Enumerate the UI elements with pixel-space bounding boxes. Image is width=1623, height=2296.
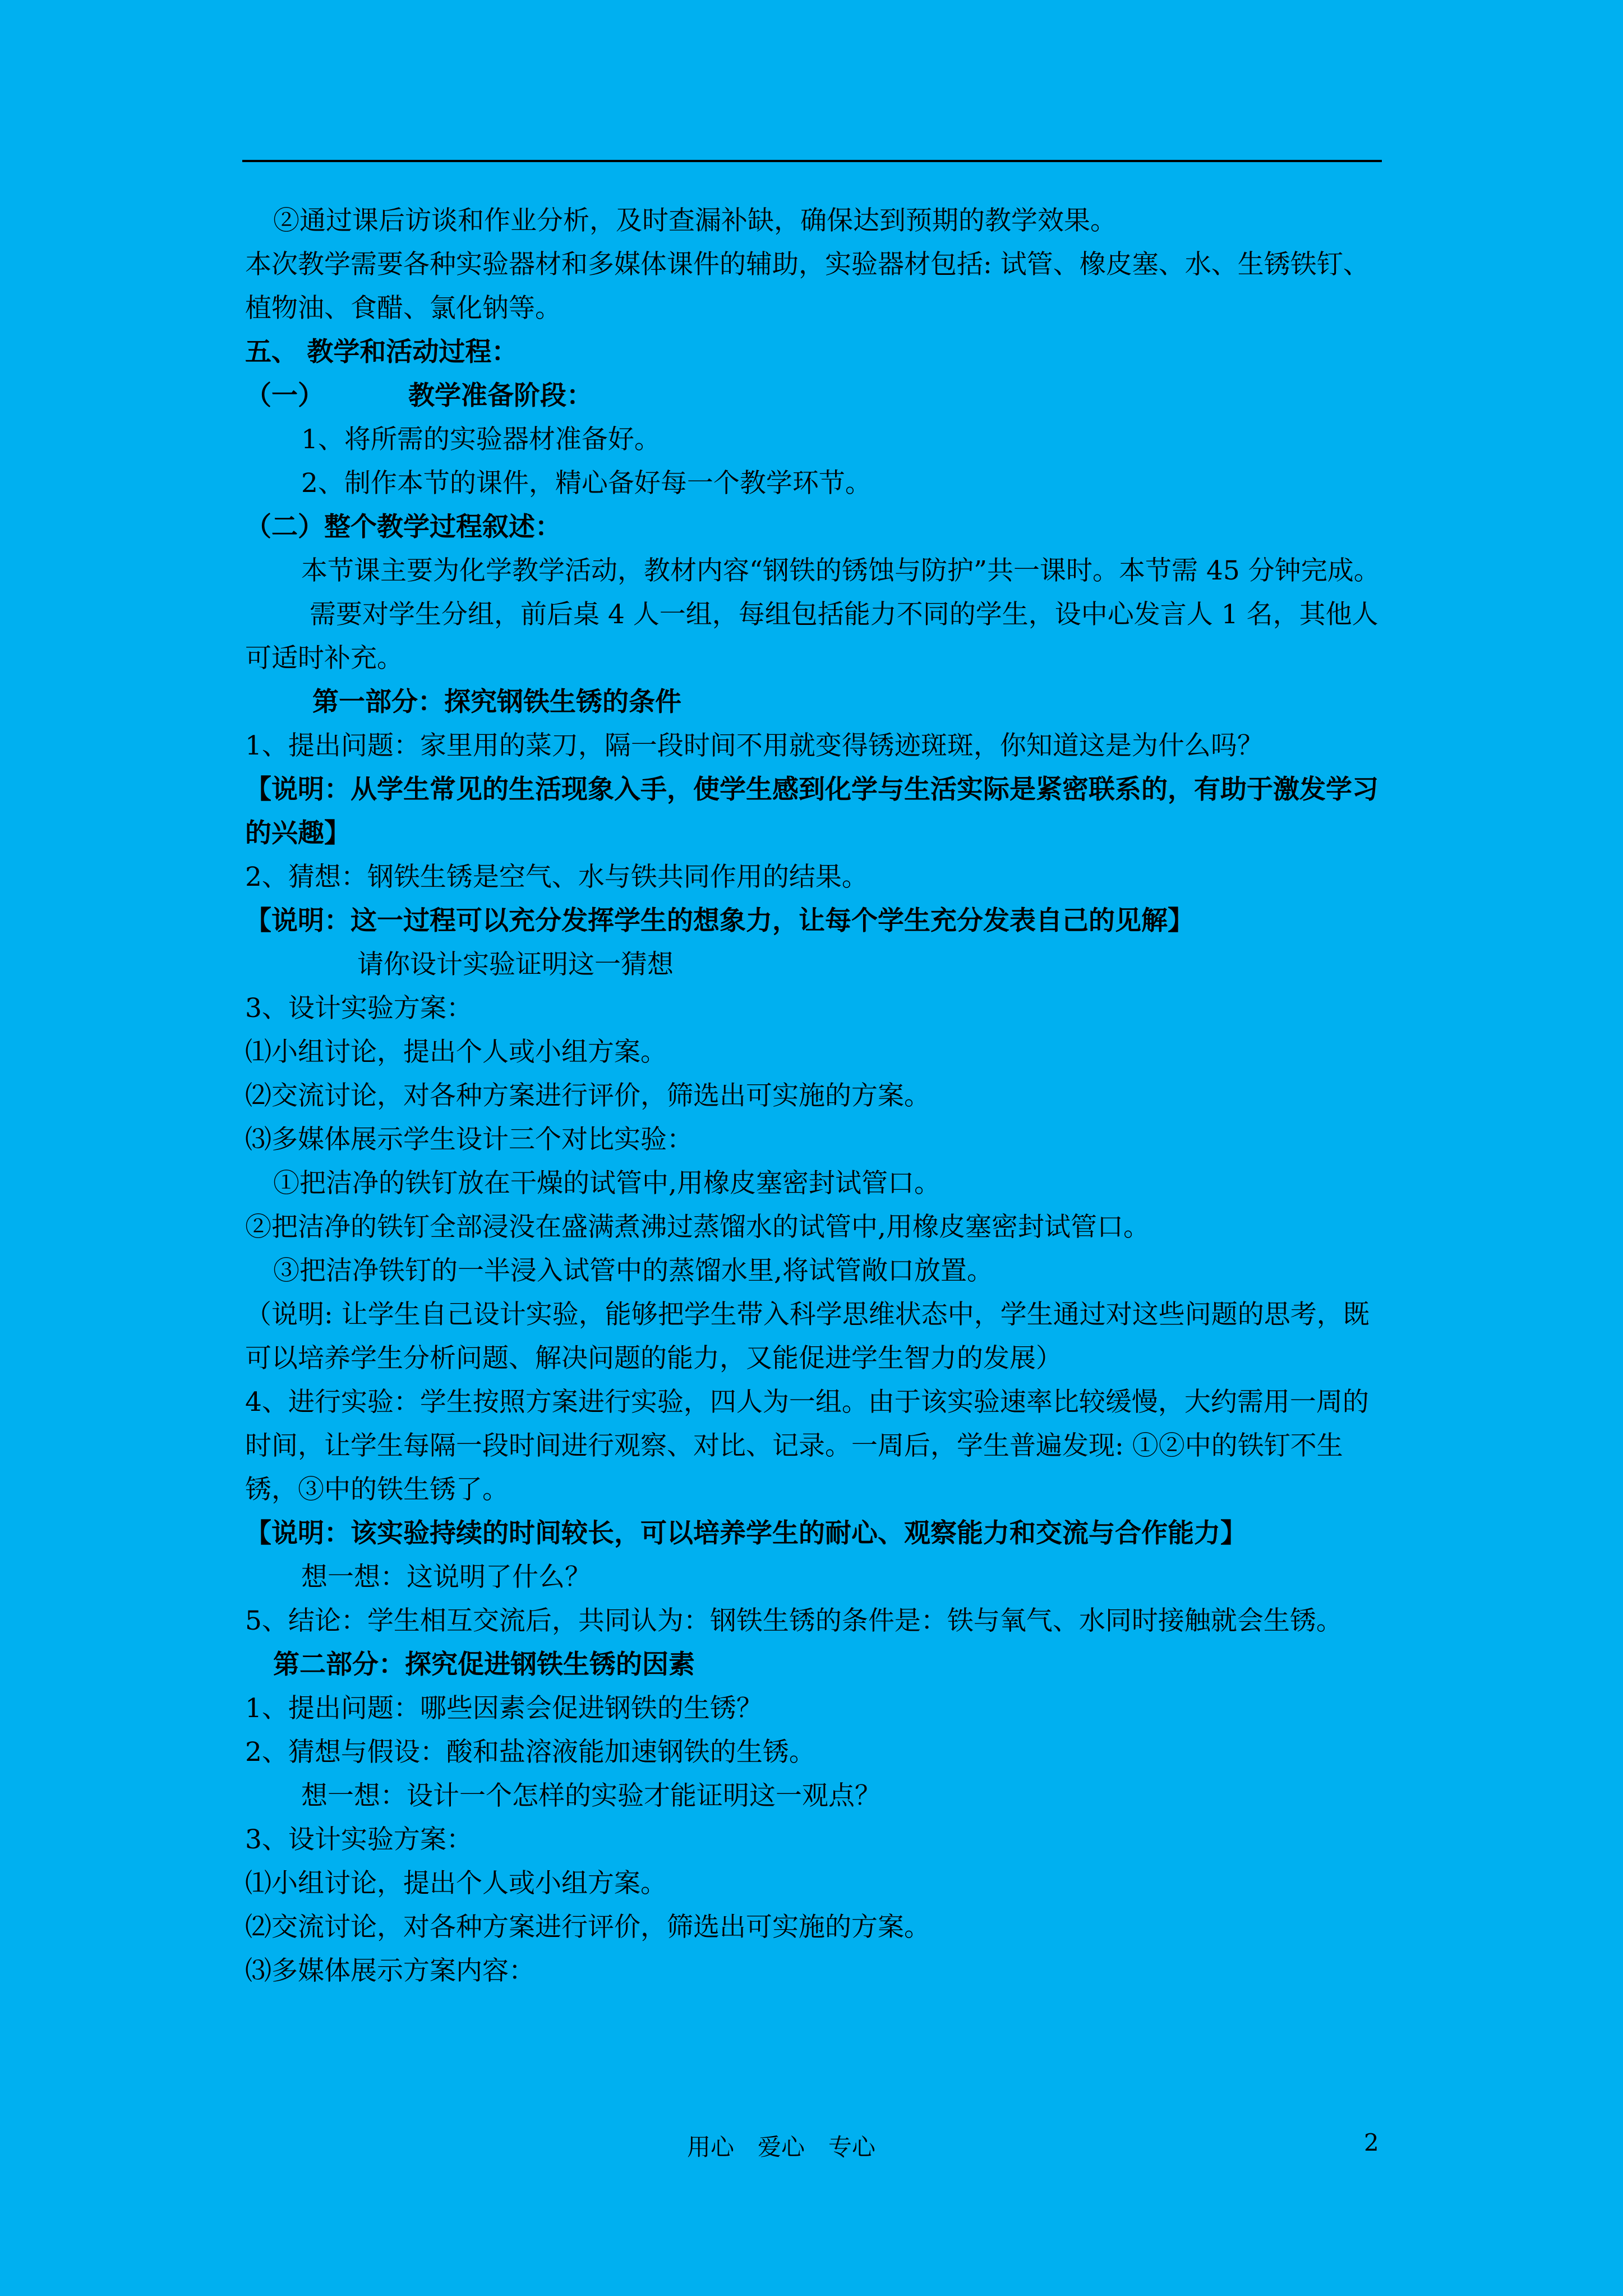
document-body <box>245 199 1384 1993</box>
paragraph: ②通过课后访谈和作业分析，及时查漏补缺，确保达到预期的教学效果。 <box>273 205 1117 236</box>
note-bold: 【说明：从学生常见的生活现象入手，使学生感到化学与生活实际是紧密联系的，有助于激发学习的兴趣】 <box>245 774 1378 849</box>
list-item: ⑴小组讨论，提出个人或小组方案。 <box>245 1868 667 1899</box>
subsection-heading <box>245 374 1384 418</box>
list-item: ⑵交流讨论，对各种方案进行评价，筛选出可实施的方案。 <box>245 1912 930 1943</box>
header-rule <box>242 160 1382 162</box>
paragraph: 5、结论：学生相互交流后，共同认为：钢铁生锈的条件是：铁与氧气、水同时接触就会生锈。 <box>245 1605 1343 1636</box>
paragraph: （说明: 让学生自己设计实验，能够把学生带入科学思维状态中，学生通过对这些问题的思考，既可以培养学生分析问题、解决问题的能力，又能促进学生智力的发展） <box>245 1299 1370 1374</box>
footer-motto: 用心 爱心 专心 <box>687 2133 876 2161</box>
list-item: ②把洁净的铁钉全部浸没在盛满煮沸过蒸馏水的试管中,用橡皮塞密封试管口。 <box>245 1212 1150 1243</box>
paragraph: 想一想：这说明了什么？ <box>301 1562 591 1593</box>
paragraph: 2、猜想与假设：酸和盐溶液能加速钢铁的生锈。 <box>245 1737 815 1768</box>
page-number: 2 <box>1364 2129 1379 2156</box>
subsection-number: （一） <box>245 380 324 411</box>
list-item: 2、制作本节的课件，精心备好每一个教学环节。 <box>301 468 872 499</box>
paragraph: 1、提出问题：家里用的菜刀，隔一段时间不用就变得锈迹斑斑，你知道这是为什么吗？ <box>245 730 1264 761</box>
paragraph: 3、设计实验方案： <box>245 993 473 1024</box>
list-item: 1、将所需的实验器材准备好。 <box>301 424 661 455</box>
paragraph: 需要对学生分组，前后桌 4 人一组，每组包括能力不同的学生，设中心发言人 1 名，其他人可适时补充。 <box>245 599 1378 674</box>
list-item: ⑶多媒体展示方案内容： <box>245 1955 535 1986</box>
subsection-heading: （二）整个教学过程叙述： <box>245 512 561 542</box>
list-item: ⑴小组讨论，提出个人或小组方案。 <box>245 1037 667 1068</box>
subsection-title: 教学准备阶段： <box>408 380 593 411</box>
paragraph: 想一想：设计一个怎样的实验才能证明这一观点？ <box>301 1780 881 1811</box>
part-heading: 第二部分：探究促进钢铁生锈的因素 <box>273 1649 695 1680</box>
note-bold: 【说明：该实验持续的时间较长，可以培养学生的耐心、观察能力和交流与合作能力】 <box>245 1518 1247 1549</box>
paragraph: 本节课主要为化学教学活动，教材内容“钢铁的锈蚀与防护”共一课时。本节需 45 分钟完成。 <box>301 555 1380 586</box>
paragraph: 1、提出问题：哪些因素会促进钢铁的生锈？ <box>245 1693 763 1724</box>
paragraph: 2、猜想：钢铁生锈是空气、水与铁共同作用的结果。 <box>245 862 868 892</box>
section-heading: 五、 教学和活动过程： <box>245 337 518 367</box>
paragraph: 3、设计实验方案： <box>245 1824 473 1855</box>
list-item: ③把洁净铁钉的一半浸入试管中的蒸馏水里,将试管敞口放置。 <box>273 1255 993 1286</box>
paragraph: 请你设计实验证明这一猜想 <box>357 949 674 980</box>
list-item: ①把洁净的铁钉放在干燥的试管中,用橡皮塞密封试管口。 <box>273 1168 940 1199</box>
list-item: ⑶多媒体展示学生设计三个对比实验： <box>245 1124 693 1155</box>
paragraph: 本次教学需要各种实验器材和多媒体课件的辅助，实验器材包括: 试管、橡皮塞、水、生锈铁钉、植物油、食醋、氯化钠等。 <box>245 249 1370 324</box>
part-heading: 第一部分：探究钢铁生锈的条件 <box>312 687 681 717</box>
note-bold: 【说明：这一过程可以充分发挥学生的想象力，让每个学生充分发表自己的见解】 <box>245 905 1194 936</box>
list-item: ⑵交流讨论，对各种方案进行评价，筛选出可实施的方案。 <box>245 1080 930 1111</box>
paragraph: 4、进行实验：学生按照方案进行实验，四人为一组。由于该实验速率比较缓慢，大约需用一周的时间，让学生每隔一段时间进行观察、对比、记录。一周后，学生普遍发现: ①②中的铁钉不生锈，③中的铁生锈了。 <box>245 1387 1369 1505</box>
